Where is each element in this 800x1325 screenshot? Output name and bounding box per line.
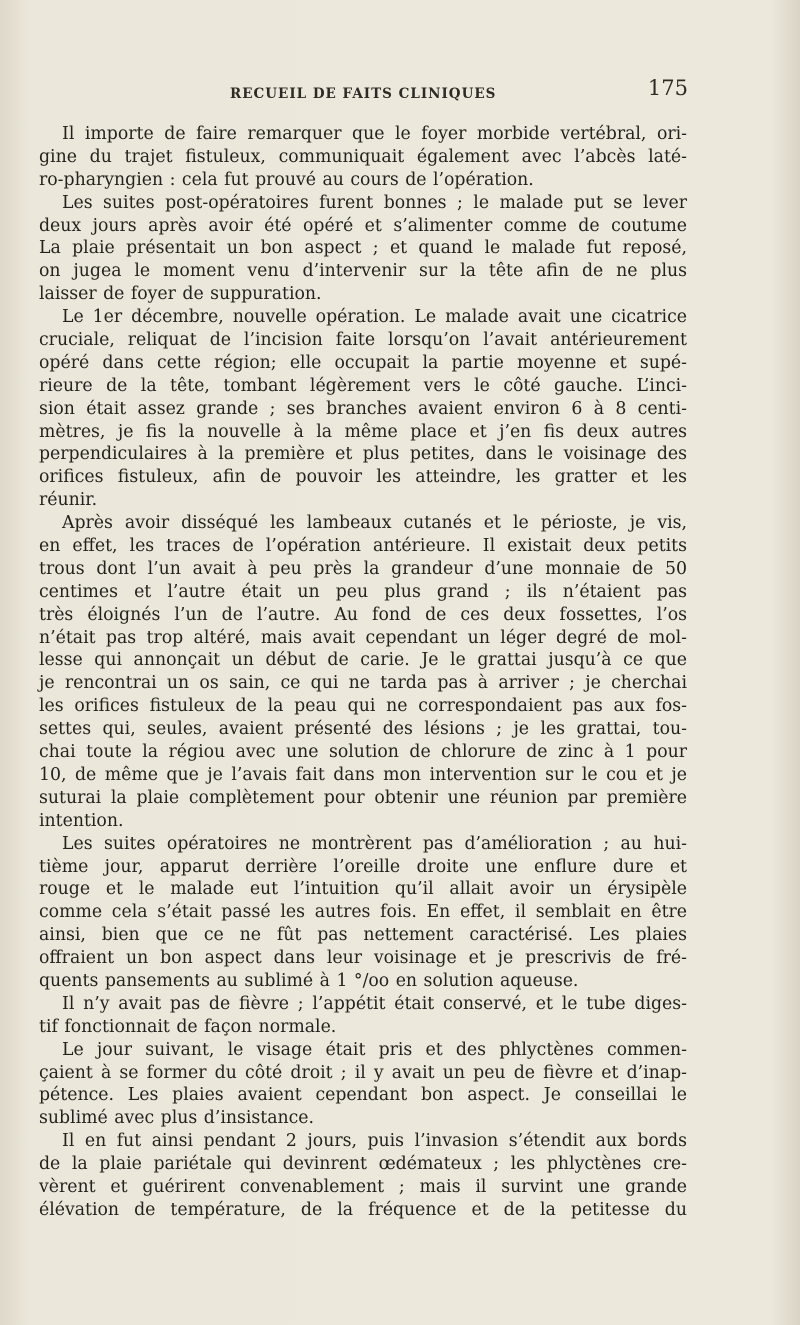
text-line: trous dont l’un avait à peu près la grandeur d’une monnaie de 50 — [39, 558, 687, 579]
text-line: Il n’y avait pas de fièvre ; l’appétit était conservé, et le tube diges- — [62, 993, 687, 1014]
text-line: tième jour, apparut derrière l’oreille droite une enflure dure et — [39, 856, 687, 877]
text-line: on jugea le moment venu d’intervenir sur la tête afin de ne plus — [39, 261, 687, 282]
text-line: en effet, les traces de l’opération antérieure. Il existait deux petits — [39, 536, 687, 557]
text-line: réunir. — [39, 490, 98, 511]
running-title: RECUEIL DE FAITS CLINIQUES — [230, 86, 497, 102]
text-line: n’était pas trop altéré, mais avait cependant un léger degré de mol- — [39, 627, 687, 648]
text-line: laisser de foyer de suppuration. — [39, 284, 322, 305]
text-line: Le jour suivant, le visage était pris et des phlyctènes commen- — [62, 1039, 687, 1060]
page-number: 175 — [647, 76, 688, 100]
text-line: rouge et le malade eut l’intuition qu’il allait avoir un érysipèle — [39, 879, 687, 900]
text-line: de la plaie pariétale qui devinrent œdémateux ; les phlyctènes cre- — [39, 1154, 687, 1175]
text-line: cruciale, reliquat de l’incision faite lorsqu’on l’avait antérieurement — [39, 330, 687, 351]
text-line: Les suites opératoires ne montrèrent pas d’amélioration ; au hui- — [62, 833, 687, 854]
text-line: sublimé avec plus d’insistance. — [39, 1108, 315, 1129]
text-line: suturai la plaie complètement pour obtenir une réunion par première — [39, 787, 687, 808]
text-line: quents pansements au sublimé à 1 °/oo en solution aqueuse. — [39, 970, 579, 991]
text-line: tif fonctionnait de façon normale. — [39, 1016, 337, 1037]
text-line: je rencontrai un os sain, ce qui ne tarda pas à arriver ; je cherchai — [39, 673, 687, 694]
text-line: élévation de température, de la fréquence et de la petitesse du — [39, 1199, 687, 1220]
text-line: gine du trajet fistuleux, communiquait également avec l’abcès laté- — [39, 146, 687, 167]
text-line: orifices fistuleux, afin de pouvoir les atteindre, les gratter et les — [39, 467, 687, 488]
text-line: offraient un bon aspect dans leur voisinage et je prescrivis de fré- — [39, 948, 687, 969]
text-line: La plaie présentait un bon aspect ; et quand le malade fut reposé, — [39, 238, 687, 259]
text-line: pétence. Les plaies avaient cependant bon aspect. Je conseillai le — [39, 1085, 687, 1106]
text-line: Il en fut ainsi pendant 2 jours, puis l’invasion s’étendit aux bords — [62, 1131, 687, 1152]
text-line: mètres, je fis la nouvelle à la même place et j’en fis deux autres — [39, 421, 687, 442]
text-line: lesse qui annonçait un début de carie. Je le grattai jusqu’à ce que — [39, 650, 687, 671]
text-line: chai toute la régiou avec une solution de chlorure de zinc à 1 pour — [39, 742, 687, 763]
text-line: vèrent et guérirent convenablement ; mais il survint une grande — [39, 1176, 687, 1197]
text-line: opéré dans cette région; elle occupait la partie moyenne et supé- — [39, 352, 687, 373]
text-line: Après avoir disséqué les lambeaux cutanés et le périoste, je vis, — [62, 513, 687, 534]
text-line: deux jours après avoir été opéré et s’alimenter comme de coutume — [39, 215, 687, 236]
body-text — [39, 123, 687, 1222]
text-line: Il importe de faire remarquer que le foyer morbide vertébral, ori- — [62, 124, 687, 144]
text-line: ainsi, bien que ce ne fût pas nettement caractérisé. Les plaies — [39, 925, 687, 946]
text-line: settes qui, seules, avaient présenté des lésions ; je les grattai, tou- — [39, 719, 687, 740]
text-line: rieure de la tête, tombant légèrement vers le côté gauche. L’inci- — [39, 375, 687, 396]
text-line: centimes et l’autre était un peu plus grand ; ils n’étaient pas — [39, 581, 687, 602]
text-line: intention. — [39, 810, 124, 831]
text-line: çaient à se former du côté droit ; il y avait un peu de fièvre et d’inap- — [39, 1062, 687, 1083]
text-line: perpendiculaires à la première et plus petites, dans le voisinage des — [39, 444, 687, 465]
text-line: ro-pharyngien : cela fut prouvé au cours de l’opération. — [39, 169, 534, 190]
text-line: 10, de même que je l’avais fait dans mon intervention sur le cou et je — [39, 764, 687, 785]
text-line: comme cela s’était passé les autres fois. En effet, il semblait en être — [39, 902, 687, 923]
text-line: Le 1er décembre, nouvelle opération. Le malade avait une cicatrice — [62, 307, 687, 328]
text-line: très éloignés l’un de l’autre. Au fond de ces deux fossettes, l’os — [39, 604, 687, 625]
page-header — [40, 72, 690, 106]
text-line: les orifices fistuleux de la peau qui ne correspondaient pas aux fos- — [39, 696, 687, 717]
text-line: Les suites post-opératoires furent bonnes ; le malade put se lever — [62, 192, 687, 213]
text-line: sion était assez grande ; ses branches avaient environ 6 à 8 centi- — [39, 398, 687, 419]
